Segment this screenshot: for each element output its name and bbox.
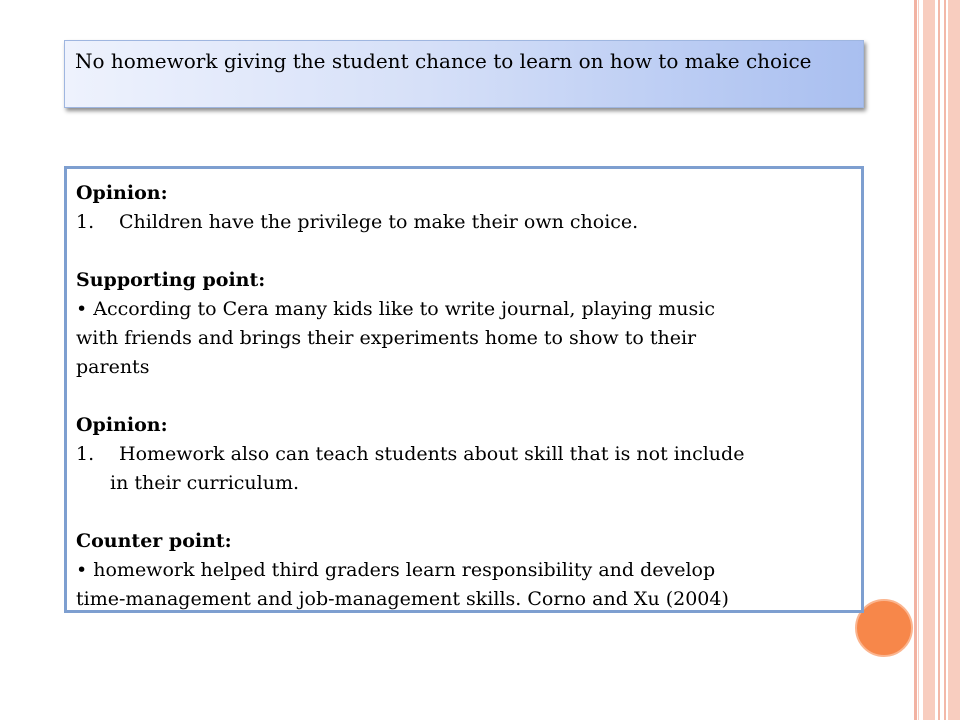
stripe [938, 0, 940, 720]
numbered-item [76, 208, 852, 237]
bullet-line: time-management and job-management skills. Corno and Xu (2004) [76, 588, 729, 610]
slide-title-box [64, 40, 864, 108]
stripe [944, 0, 946, 720]
content-box [64, 166, 864, 613]
item-text: Children have the privilege to make their own choice. [119, 211, 639, 233]
bullet-line: • According to Cera many kids like to write journal, playing music [76, 298, 716, 320]
spacer [76, 382, 852, 411]
spacer [76, 237, 852, 266]
stripe [923, 0, 935, 720]
bullet-line: • homework helped third graders learn responsibility and develop [76, 559, 716, 581]
stripe [914, 0, 917, 720]
item-text: Homework also can teach students about skill that is not include [119, 443, 745, 465]
numbered-item [76, 440, 852, 469]
opinion-heading: Opinion: [76, 182, 168, 204]
slide-title: No homework giving the student chance to learn on how to make choice [75, 49, 812, 73]
counter-heading: Counter point: [76, 530, 232, 552]
spacer [76, 498, 852, 527]
stripe [948, 0, 960, 720]
supporting-heading: Supporting point: [76, 269, 266, 291]
stripe [918, 0, 919, 720]
opinion-heading: Opinion: [76, 414, 168, 436]
item-text-continued: in their curriculum. [110, 472, 300, 494]
bullet-line: with friends and brings their experiments home to show to their [76, 327, 697, 349]
item-number: 1. [76, 211, 95, 233]
bullet-line: parents [76, 356, 150, 378]
item-number: 1. [76, 443, 95, 465]
decorative-stripes [914, 0, 960, 720]
